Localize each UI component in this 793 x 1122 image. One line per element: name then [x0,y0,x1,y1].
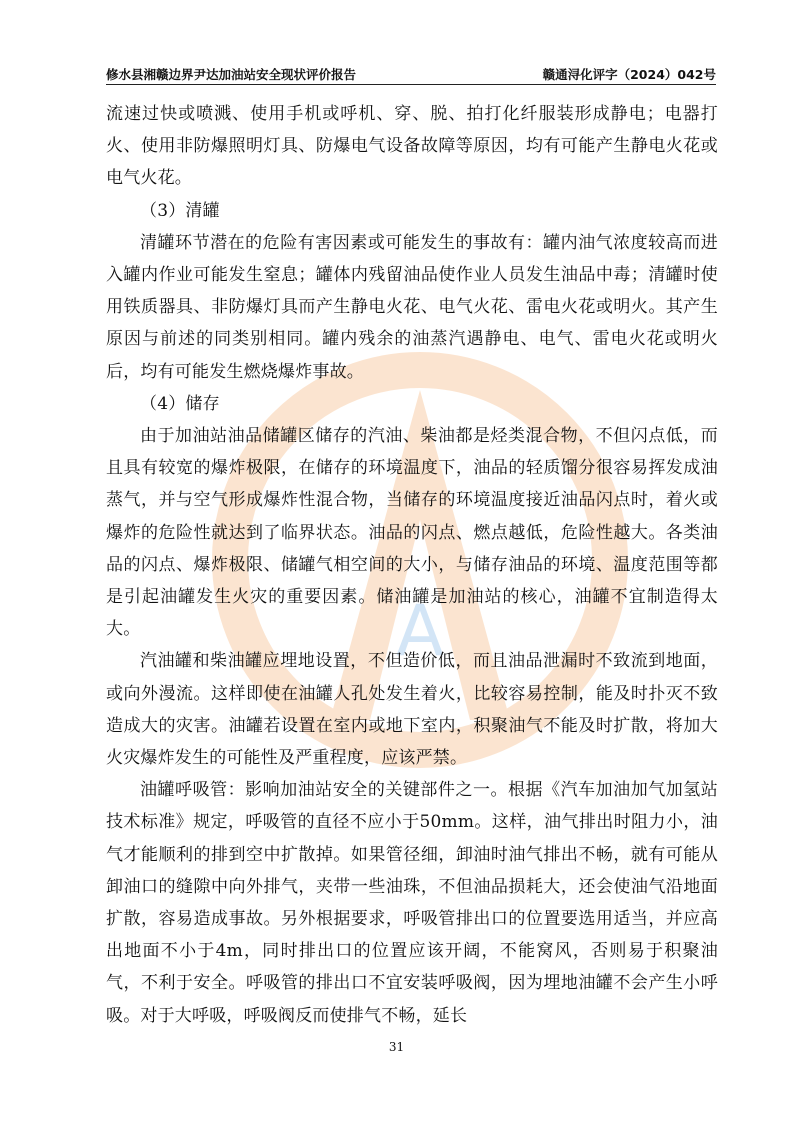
paragraph: 清罐环节潜在的危险有害因素或可能发生的事故有：罐内油气浓度较高而进入罐内作业可能发生窒息；罐体内残留油品使作业人员发生油品中毒；清罐时使用铁质器具、非防爆灯具而产生静电火花、电气火花、雷电火花或明火。其产生原因与前述的同类别相同。罐内残余的油蒸汽遇静电、电气、雷电火花或明火后，均有可能发生燃烧爆炸事故。 [106,232,718,382]
section-heading-cleaning: （3）清罐 [140,200,220,221]
paragraph: 流速过快或喷溅、使用手机或呼机、穿、脱、拍打化纤服装形成静电；电器打火、使用非防爆照明灯具、防爆电气设备故障等原因，均有可能产生静电火花或电气火花。 [106,104,718,189]
paragraph: 汽油罐和柴油罐应埋地设置，不但造价低，而且油品泄漏时不致流到地面，或向外漫流。这样即使在油罐人孔处发生着火，比较容易控制，能及时扑灭不致造成大的灾害。油罐若设置在室内或地下室内，积聚油气不能及时扩散，将加大火灾爆炸发生的可能性及严重程度，应该严禁。 [106,651,718,769]
header-report-title: 修水县湘赣边界尹达加油站安全现状评价报告 [106,67,357,82]
svg-text:A: A [396,590,444,672]
paragraph: 油罐呼吸管：影响加油站安全的关键部件之一。根据《汽车加油加气加氢站技术标准》规定，呼吸管的直径不应小于50mm。这样，油气排出时阻力小，油气才能顺利的排到空中扩散掉。如果管径细，卸油时油气排出不畅，就有可能从卸油口的缝隙中向外排气，夹带一些油珠，不但油品损耗大，还会使油气沿地面扩散，容易造成事故。另外根据要求，呼吸管排出口的位置要选用适当，并应高出地面不小于4m，同时排出口的位置应该开阔，不能窝风，否则易于积聚油气，不利于安全。呼吸管的排出口不宜安装呼吸阀，因为埋地油罐不会产生小呼吸。对于大呼吸，呼吸阀反而使排气不畅，延长 [106,780,718,1026]
section-heading-storage: （4）储存 [140,393,220,414]
page-number: 31 [388,1040,405,1054]
page-header [106,62,716,85]
paragraph: 由于加油站油品储罐区储存的汽油、柴油都是烃类混合物，不但闪点低，而且具有较宽的爆炸极限，在储存的环境温度下，油品的轻质馏分很容易挥发成油蒸气，并与空气形成爆炸性混合物，当储存的环境温度接近油品闪点时，着火或爆炸的危险性就达到了临界状态。油品的闪点、燃点越低，危险性越大。各类油品的闪点、爆炸极限、储罐气相空间的大小，与储存油品的环境、温度范围等都是引起油罐发生火灾的重要因素。储油罐是加油站的核心，油罐不宜制造得太大。 [106,426,718,640]
document-body [106,98,718,1032]
header-report-number: 赣通浔化评字（2024）042号 [542,67,716,82]
